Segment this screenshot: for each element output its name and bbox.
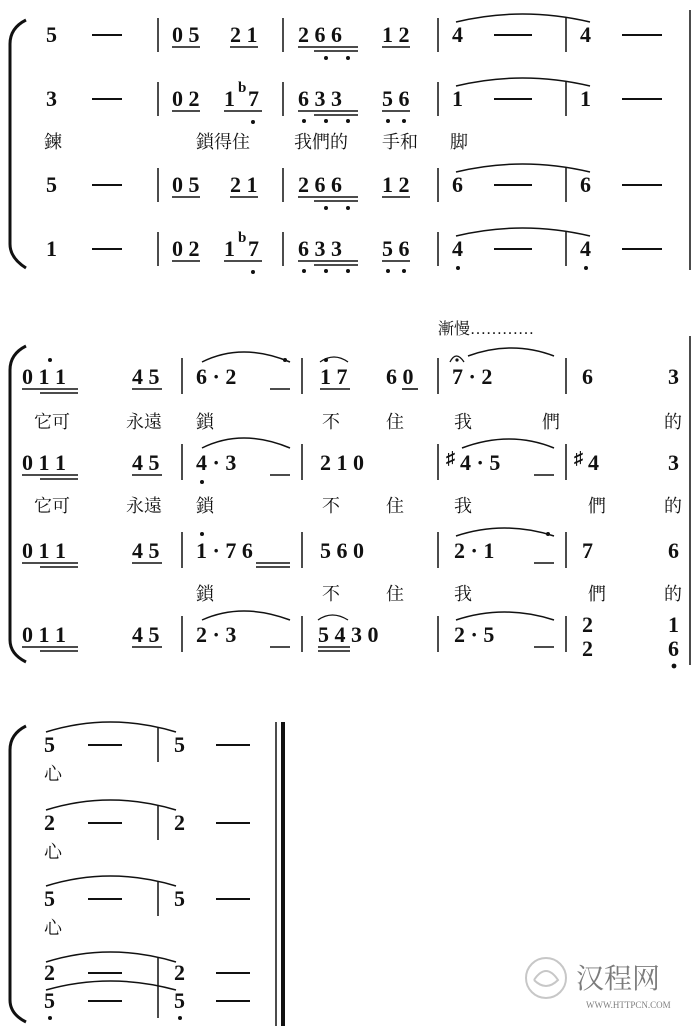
svg-text:4: 4	[588, 450, 599, 475]
system-3-line-1	[44, 722, 250, 784]
note: 7	[248, 236, 259, 261]
svg-text:3: 3	[668, 364, 679, 389]
svg-text:5: 5	[174, 886, 185, 911]
note: 7	[248, 86, 259, 111]
note: 6	[580, 172, 591, 197]
system-3-line-3	[44, 876, 250, 938]
system-2	[10, 320, 690, 668]
svg-text:4 5: 4 5	[132, 622, 160, 647]
svg-text:1 7: 1 7	[320, 364, 348, 389]
note: 4	[580, 236, 591, 261]
svg-text:2 · 3: 2 · 3	[196, 622, 237, 647]
svg-text:6: 6	[582, 364, 593, 389]
svg-text:不: 不	[322, 412, 340, 432]
svg-text:心: 心	[44, 764, 62, 784]
svg-text:我: 我	[454, 496, 472, 516]
svg-text:4 5: 4 5	[132, 450, 160, 475]
note: 2 6 6	[298, 172, 342, 197]
lyric: 手和	[382, 132, 418, 152]
system-2-line-4	[22, 611, 679, 668]
note: 5 6	[382, 236, 410, 261]
svg-text:的: 的	[664, 496, 682, 516]
note: 2 1	[230, 22, 258, 47]
note: 1 2	[382, 172, 410, 197]
system-3	[10, 722, 283, 1026]
svg-text:它可: 它可	[34, 412, 70, 432]
note: 1 2	[382, 22, 410, 47]
sharp-sign: ♯	[446, 448, 455, 468]
note: 1	[46, 236, 57, 261]
system-2-brace	[10, 346, 26, 662]
svg-text:不: 不	[322, 584, 340, 604]
svg-text:的: 的	[664, 584, 682, 604]
note: 1	[580, 86, 591, 111]
svg-text:我: 我	[454, 412, 472, 432]
svg-text:心: 心	[44, 918, 62, 938]
svg-text:的: 的	[664, 412, 682, 432]
note: 0 2	[172, 236, 200, 261]
svg-text:2: 2	[44, 810, 55, 835]
note: 0 2	[172, 86, 200, 111]
system-2-line-3	[22, 528, 679, 568]
svg-text:2 · 1: 2 · 1	[454, 538, 495, 563]
note: 5	[46, 172, 57, 197]
svg-text:它可: 它可	[34, 496, 70, 516]
svg-text:0 1 1: 0 1 1	[22, 364, 66, 389]
svg-text:5: 5	[174, 988, 185, 1013]
svg-text:5: 5	[44, 886, 55, 911]
svg-text:3: 3	[668, 450, 679, 475]
tie	[456, 14, 590, 22]
svg-text:1 · 7 6: 1 · 7 6	[196, 538, 253, 563]
svg-text:鎖: 鎖	[196, 584, 214, 604]
svg-text:2 · 5: 2 · 5	[454, 622, 495, 647]
system-1-lyrics	[44, 132, 468, 152]
svg-text:2: 2	[44, 960, 55, 985]
note: 4	[580, 22, 591, 47]
flat-sign: b	[238, 80, 247, 96]
svg-text:6 0: 6 0	[386, 364, 414, 389]
svg-text:住: 住	[386, 496, 404, 516]
svg-text:鎖: 鎖	[196, 496, 214, 516]
note: 2 6 6	[298, 22, 342, 47]
svg-text:4 · 5: 4 · 5	[460, 450, 501, 475]
note: 1	[224, 236, 235, 261]
svg-text:7: 7	[582, 538, 593, 563]
note: 4	[452, 236, 463, 261]
svg-text:6 · 2: 6 · 2	[196, 364, 237, 389]
note: 0 5	[172, 172, 200, 197]
tempo-marking: 漸慢…………	[438, 321, 535, 338]
note: 6	[452, 172, 463, 197]
svg-text:5 4 3 0: 5 4 3 0	[318, 622, 379, 647]
svg-text:4 5: 4 5	[132, 364, 160, 389]
note: 6 3 3	[298, 86, 342, 111]
system-1-line-3	[46, 164, 662, 210]
note: 1	[224, 86, 235, 111]
watermark	[526, 958, 671, 1010]
svg-text:6: 6	[668, 636, 679, 661]
system-2-line-2	[22, 438, 679, 484]
system-2-lyrics-3	[196, 584, 682, 604]
note: 6 3 3	[298, 236, 342, 261]
svg-text:0 1 1: 0 1 1	[22, 450, 66, 475]
svg-text:5: 5	[174, 732, 185, 757]
svg-text:住: 住	[386, 412, 404, 432]
lyric: 我們的	[294, 132, 348, 152]
svg-text:4 5: 4 5	[132, 538, 160, 563]
system-2-lyrics-1	[34, 412, 682, 432]
lyric: 鍊	[44, 132, 62, 152]
system-1-line-4	[46, 228, 662, 274]
system-1-brace	[10, 20, 26, 268]
svg-text:4 · 3: 4 · 3	[196, 450, 237, 475]
svg-text:鎖: 鎖	[196, 412, 214, 432]
svg-text:5 6 0: 5 6 0	[320, 538, 364, 563]
lyric: 脚	[450, 132, 468, 152]
svg-text:6: 6	[668, 538, 679, 563]
note: 2 1	[230, 172, 258, 197]
system-3-line-4	[44, 952, 250, 1020]
svg-text:我: 我	[454, 584, 472, 604]
note: 5 6	[382, 86, 410, 111]
svg-text:2: 2	[174, 810, 185, 835]
svg-text:2: 2	[174, 960, 185, 985]
svg-text:住: 住	[386, 584, 404, 604]
watermark-text: 汉程网	[576, 964, 661, 995]
lyric: 鎖得住	[196, 132, 250, 152]
svg-text:7 · 2: 7 · 2	[452, 364, 493, 389]
flat-sign: b	[238, 230, 247, 246]
system-2-line-1	[22, 348, 679, 394]
svg-text:0 1 1: 0 1 1	[22, 622, 66, 647]
svg-text:們: 們	[588, 584, 606, 604]
note: 4	[452, 22, 463, 47]
system-1	[10, 10, 690, 274]
watermark-logo-icon	[526, 958, 566, 998]
svg-text:5: 5	[44, 988, 55, 1013]
svg-text:不: 不	[322, 496, 340, 516]
system-2-lyrics-2	[34, 496, 682, 516]
svg-text:0 1 1: 0 1 1	[22, 538, 66, 563]
svg-text:2 1 0: 2 1 0	[320, 450, 364, 475]
system-3-brace	[10, 726, 26, 1022]
system-1-line-2	[46, 78, 662, 124]
system-3-line-2	[44, 800, 250, 862]
svg-text:們: 們	[542, 412, 560, 432]
watermark-subtext: WWW.HTTPCN.COM	[586, 1000, 671, 1010]
svg-text:2: 2	[582, 612, 593, 637]
svg-text:心: 心	[44, 842, 62, 862]
note: 3	[46, 86, 57, 111]
svg-text:永遠: 永遠	[126, 412, 162, 432]
svg-text:2: 2	[582, 636, 593, 661]
svg-text:永遠: 永遠	[126, 496, 162, 516]
sharp-sign: ♯	[574, 448, 583, 468]
svg-text:們: 們	[588, 496, 606, 516]
svg-text:1: 1	[668, 612, 679, 637]
note: 5	[46, 22, 57, 47]
svg-text:5: 5	[44, 732, 55, 757]
system-1-line-1	[46, 14, 662, 60]
note: 0 5	[172, 22, 200, 47]
note: 1	[452, 86, 463, 111]
